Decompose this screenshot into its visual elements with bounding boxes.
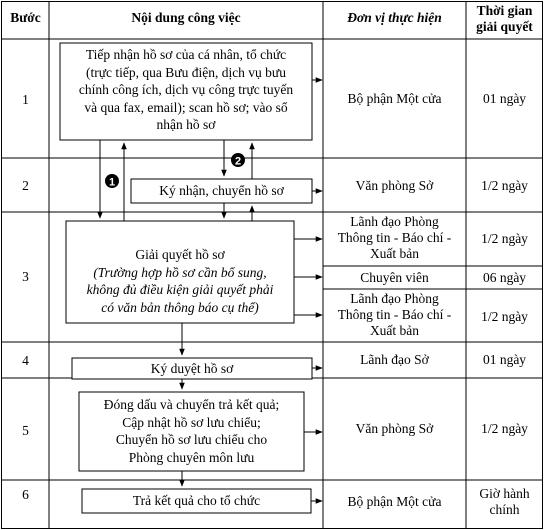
step-number: 4: [22, 353, 29, 368]
unit-cell: Văn phòng Sở: [355, 178, 434, 193]
unit-line: Thông tin - Báo chí -: [337, 307, 452, 322]
unit-cell: Bộ phận Một cửa: [347, 91, 442, 106]
box-resolve-dossier-text: [66, 246, 294, 316]
step-number: 5: [22, 423, 29, 438]
time-cell: 06 ngày: [482, 270, 527, 285]
box-note-line: không đủ điều kiện giải quyết phải: [86, 282, 274, 297]
time-cell: [466, 486, 543, 518]
box-receive-dossier-text: [60, 46, 312, 134]
box-stamp-return-text: [79, 396, 304, 466]
box-text-line: và qua fax, email); scan hồ sơ; vào sổ: [84, 99, 288, 115]
unit-line: Lãnh đạo Phòng: [350, 291, 439, 306]
step-number: 1: [22, 92, 29, 107]
box-approve-dossier-text: Ký duyệt hồ sơ: [150, 361, 234, 376]
marker-2-label: 2: [234, 155, 242, 168]
time-line: chính: [489, 502, 520, 517]
header-time: [466, 3, 543, 35]
header-content: Nội dung công việc: [131, 10, 241, 25]
box-text-line: nhận hồ sơ: [156, 117, 216, 132]
unit-cell: Văn phòng Sở: [355, 421, 434, 436]
box-text-line: chính công ích, dịch vụ công trực tuyến: [78, 82, 294, 97]
unit-line: Xuất bản: [369, 323, 420, 338]
time-cell: 1/2 ngày: [481, 421, 528, 436]
box-text-line: (trực tiếp, qua Bưu điện, dịch vụ bưu: [85, 64, 287, 80]
header-unit: Đơn vị thực hiện: [347, 10, 442, 25]
box-title: Giải quyết hồ sơ: [135, 247, 225, 262]
step-number: 6: [22, 487, 29, 502]
unit-line: Lãnh đạo Phòng: [350, 214, 439, 229]
time-cell: 1/2 ngày: [481, 178, 528, 193]
unit-cell: Lãnh đạo Sở: [360, 352, 429, 367]
box-text-line: Phòng chuyên môn lưu: [128, 449, 255, 465]
time-cell: 1/2 ngày: [481, 231, 528, 246]
box-note-line: (Trường hợp hồ sơ cần bổ sung,: [93, 264, 267, 280]
time-cell: 1/2 ngày: [481, 309, 528, 324]
box-text-line: Đóng dấu và chuyển trả kết quả;: [103, 397, 280, 412]
header-time-line-2: giải quyết: [476, 19, 533, 34]
marker-1: [105, 174, 119, 189]
marker-1-label: 1: [108, 176, 116, 189]
box-sign-transfer-text: Ký nhận, chuyển hồ sơ: [159, 183, 284, 198]
marker-2: [231, 153, 245, 168]
unit-line: Thông tin - Báo chí -: [337, 230, 452, 245]
box-text-line: Tiếp nhận hồ sơ của cá nhân, tổ chức: [85, 47, 287, 62]
step-number: 2: [22, 178, 29, 193]
box-note-line: có văn bản thông báo cụ thể): [101, 299, 259, 315]
unit-cell: Bộ phận Một cửa: [347, 494, 442, 509]
unit-cell: [323, 214, 466, 262]
header-time-line-1: Thời gian: [476, 3, 533, 18]
time-line: Giờ hành: [479, 486, 530, 501]
box-return-result-text: Trả kết quả cho tổ chức: [132, 493, 261, 508]
header-step: Bước: [10, 10, 41, 25]
time-cell: 01 ngày: [482, 352, 527, 367]
unit-line: Xuất bản: [369, 246, 420, 261]
time-cell: 01 ngày: [482, 91, 527, 106]
step-number: 3: [22, 269, 29, 284]
box-text-line: Chuyển hồ sơ lưu chiểu cho: [115, 432, 268, 447]
unit-cell: [323, 291, 466, 339]
box-text-line: Cập nhật hồ sơ lưu chiểu;: [122, 414, 261, 430]
unit-cell: Chuyên viên: [360, 270, 429, 285]
